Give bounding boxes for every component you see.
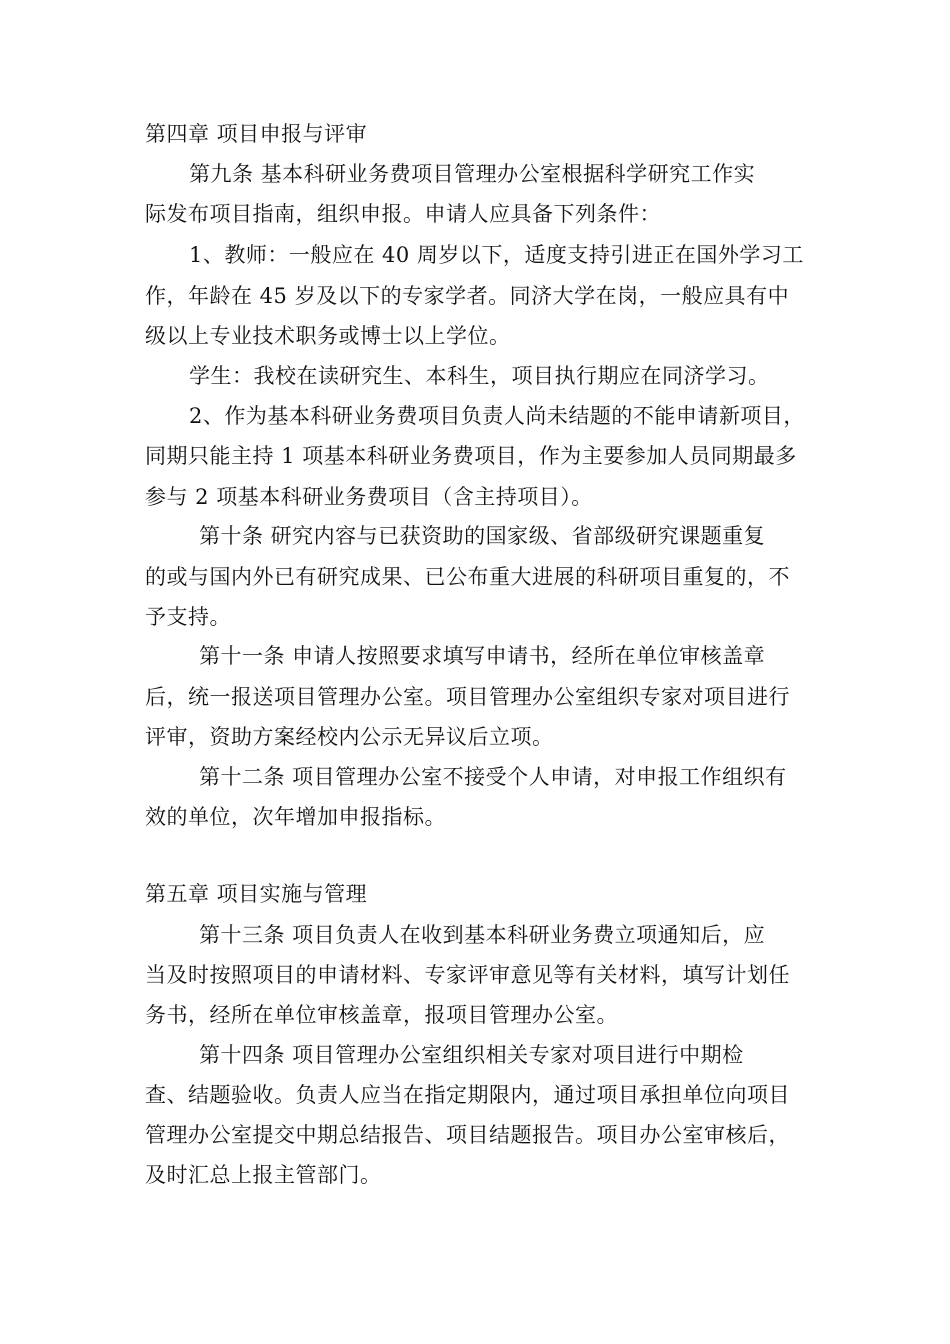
article13-line-3: 务书，经所在单位审核盖章，报项目管理办公室。 [145, 1003, 618, 1027]
article10-line-1: 第十条 研究内容与已获资助的国家级、省部级研究课题重复 [199, 524, 766, 548]
condition2-line-1: 2、作为基本科研业务费项目负责人尚未结题的不能申请新项目， [189, 404, 805, 428]
article14-line-3: 管理办公室提交中期总结报告、项目结题报告。项目办公室审核后， [145, 1123, 790, 1147]
condition2-line-2: 同期只能主持 1 项基本科研业务费项目，作为主要参加人员同期最多 [145, 444, 797, 468]
chapter4-title: 第四章 项目申报与评审 [145, 122, 368, 146]
article11-line-3: 评审，资助方案经校内公示无异议后立项。 [145, 725, 554, 749]
condition1-line-2: 作，年龄在 45 岁及以下的专家学者。同济大学在岗，一般应具有中 [145, 284, 790, 308]
chapter5-title: 第五章 项目实施与管理 [145, 882, 368, 906]
article14-line-2: 查、结题验收。负责人应当在指定期限内，通过项目承担单位向项目 [145, 1083, 790, 1107]
condition2-line-3: 参与 2 项基本科研业务费项目（含主持项目）。 [145, 485, 593, 509]
article14-line-1: 第十四条 项目管理办公室组织相关专家对项目进行中期检 [199, 1043, 744, 1067]
condition1-line-3: 级以上专业技术职务或博士以上学位。 [145, 324, 511, 348]
article13-line-2: 当及时按照项目的申请材料、专家评审意见等有关材料，填写计划任 [145, 963, 790, 987]
student-line-1: 学生：我校在读研究生、本科生，项目执行期应在同济学习。 [189, 364, 770, 388]
article9-line-1: 第九条 基本科研业务费项目管理办公室根据科学研究工作实 [189, 162, 756, 186]
condition1-line-1: 1、教师：一般应在 40 周岁以下，适度支持引进正在国外学习工 [189, 243, 804, 267]
article12-line-2: 效的单位，次年增加申报指标。 [145, 805, 446, 829]
article13-line-1: 第十三条 项目负责人在收到基本科研业务费立项通知后，应 [199, 923, 766, 947]
article10-line-2: 的或与国内外已有研究成果、已公布重大进展的科研项目重复的，不 [145, 565, 790, 589]
article9-line-2: 际发布项目指南，组织申报。申请人应具备下列条件： [145, 202, 661, 226]
article12-line-1: 第十二条 项目管理办公室不接受个人申请，对申报工作组织有 [199, 765, 787, 789]
article11-line-1: 第十一条 申请人按照要求填写申请书，经所在单位审核盖章 [199, 644, 766, 668]
article14-line-4: 及时汇总上报主管部门。 [145, 1163, 382, 1187]
article10-line-3: 予支持。 [145, 605, 231, 629]
article11-line-2: 后，统一报送项目管理办公室。项目管理办公室组织专家对项目进行 [145, 685, 790, 709]
